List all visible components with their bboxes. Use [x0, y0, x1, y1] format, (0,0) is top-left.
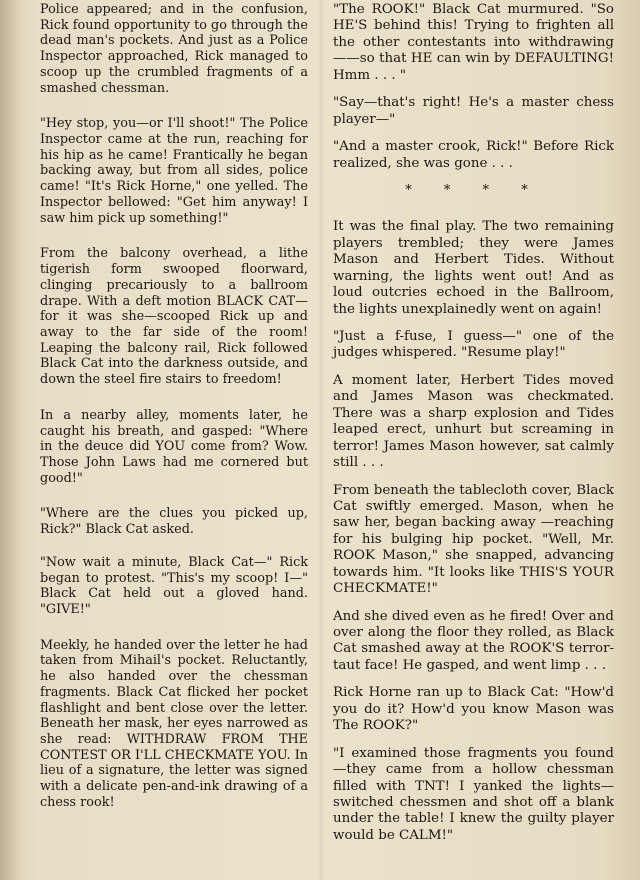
paragraph: "Now wait a minute, Black Cat—" Rick began to protest. "This's my scoop! I—" Black Cat held out a gloved hand. "GIVE!"	[40, 554, 308, 617]
paragraph: From the balcony overhead, a lithe tigerish form swooped floorward, clinging precariously to a ballroom drape. With a deft motion BLACK CAT—for it was she—scooped Rick up and away to the far side of the room! Leaping the balcony rail, Rick followed Black Cat into the darkness outside, and down the steel fire stairs to freedom!	[40, 246, 308, 388]
paragraph: "Say—that's right! He's a master chess player—"	[333, 95, 614, 127]
paragraph: And she dived even as he fired! Over and over along the floor they rolled, as Black Cat smashed away at the ROOK'S terror-taut face! He gasped, and went limp . . .	[333, 608, 614, 673]
paragraph: Rick Horne ran up to Black Cat: "How'd you do it? How'd you know Mason was The ROOK?"	[333, 685, 614, 734]
paragraph: "Where are the clues you picked up, Rick?" Black Cat asked.	[40, 506, 308, 538]
left-column	[40, 2, 308, 831]
paragraph: From beneath the tablecloth cover, Black Cat swiftly emerged. Mason, when he saw her, began backing away —reaching for his bulging hip pocket. "Well, Mr. ROOK Mason," she snapped, advancing towards him. "It looks like THIS'S YOUR CHECKMATE!"	[333, 482, 614, 597]
paragraph: "I examined those fragments you found—they came from a hollow chessman filled with TNT! I yanked the lights—switched chessmen and shot off a blank under the table! I knew the guilty player would be CALM!"	[333, 745, 614, 843]
paragraph: "Hey stop, you—or I'll shoot!" The Police Inspector came at the run, reaching for his hip as he came! Frantically he began backing away, but from all sides, police came! "It's Rick Horne," one yelled. The Inspector bellowed: "Get him anyway! I saw him pick up something!"	[40, 116, 308, 226]
paragraph: It was the final play. The two remaining players trembled; they were James Mason and Herbert Tides. Without warning, the lights went out! And as loud outcries echoed in the Ballroom, the lights unexplainedly went on again!	[333, 219, 614, 317]
paragraph: A moment later, Herbert Tides moved and James Mason was checkmated. There was a sharp explosion and Tides leaped erect, unhurt but screaming in terror! James Mason however, sat calmly still . . .	[333, 372, 614, 471]
section-break: * * * *	[405, 182, 542, 198]
paragraph: Meekly, he handed over the letter he had taken from Mihail's pocket. Reluctantly, he also handed over the chessman fragments. Black Cat flicked her pocket flashlight and bent close over the letter. Beneath her mask, her eyes narrowed as she read: WITHDRAW FROM THE CONTEST OR I'LL CHECKMATE YOU. In lieu of a signature, the letter was signed with a delicate pen-and-ink drawing of a chess rook!	[40, 637, 308, 810]
page-edge-shadow	[0, 0, 22, 880]
right-column	[333, 2, 614, 855]
paragraph: "Just a f-fuse, I guess—" one of the judges whispered. "Resume play!"	[333, 329, 614, 361]
paragraph: "And a master crook, Rick!" Before Rick realized, she was gone . . .	[333, 139, 614, 171]
paragraph: Police appeared; and in the confusion, Rick found opportunity to go through the dead man's pockets. And just as a Police Inspector approached, Rick managed to scoop up the crumbled fragments of a smashed chessman.	[40, 2, 308, 96]
paragraph: "The ROOK!" Black Cat murmured. "So HE'S behind this! Trying to frighten all the other contestants into withdrawing——so that HE can win by DEFAULTING! Hmm . . . "	[333, 2, 614, 83]
column-gutter	[318, 0, 324, 880]
paragraph: In a nearby alley, moments later, he caught his breath, and gasped: "Where in the deuce did YOU come from? Wow. Those John Laws had me cornered but good!"	[40, 407, 308, 486]
